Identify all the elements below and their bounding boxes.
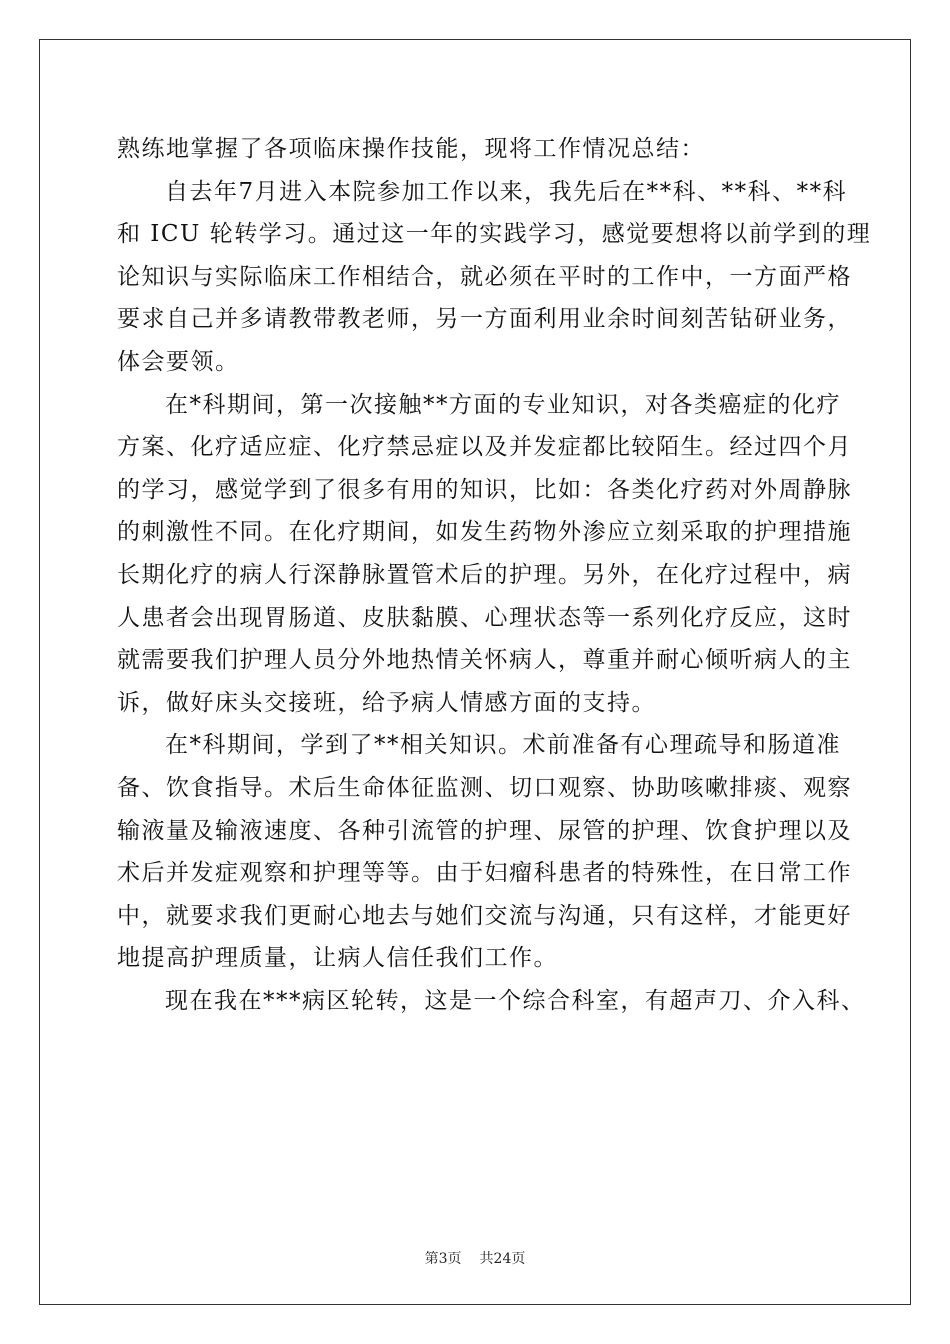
text-line: 诉，做好床头交接班，给予病人情感方面的支持。 (117, 689, 656, 716)
page-footer (0, 1248, 950, 1268)
text-line: 自去年7月进入本院参加工作以来，我先后在**科、**科、**科 (165, 178, 848, 205)
document-body (117, 128, 872, 1022)
page-total: 共24页 (479, 1251, 526, 1267)
text-line: 地提高护理质量，让病人信任我们工作。 (117, 945, 558, 972)
text-line: 备、饮食指导。术后生命体征监测、切口观察、协助咳嗽排痰、观察 (117, 774, 852, 801)
text-line: 在*科期间，学到了**相关知识。术前准备有心理疏导和肠道准 (165, 732, 841, 759)
page-number: 第3页 (424, 1251, 462, 1267)
text-line: 体会要领。 (117, 348, 240, 375)
text-line: 术后并发症观察和护理等等。由于妇瘤科患者的特殊性，在日常工作 (117, 860, 852, 887)
text-line: 输液量及输液速度、各种引流管的护理、尿管的护理、饮食护理以及 (117, 817, 852, 844)
text-line: 的学习，感觉学到了很多有用的知识，比如：各类化疗药对外周静脉 (117, 476, 852, 503)
text-line: 人患者会出现胃肠道、皮肤黏膜、心理状态等一系列化疗反应，这时 (117, 604, 852, 631)
text-line: 论知识与实际临床工作相结合，就必须在平时的工作中，一方面严格 (117, 263, 852, 290)
text-line: 长期化疗的病人行深静脉置管术后的护理。另外，在化疗过程中，病 (117, 561, 852, 588)
text-line: 在*科期间，第一次接触**方面的专业知识，对各类癌症的化疗 (165, 391, 841, 418)
text-line: 现在我在***病区轮转，这是一个综合科室，有超声刀、介入科、 (165, 987, 866, 1014)
text-line: 和 ICU 轮转学习。通过这一年的实践学习，感觉要想将以前学到的理 (117, 221, 872, 248)
text-line: 熟练地掌握了各项临床操作技能，现将工作情况总结： (117, 136, 705, 162)
text-line: 方案、化疗适应症、化疗禁忌症以及并发症都比较陌生。经过四个月 (117, 434, 852, 461)
text-line: 中，就要求我们更耐心地去与她们交流与沟通，只有这样，才能更好 (117, 902, 852, 929)
text-line: 要求自己并多请教带教老师，另一方面利用业余时间刻苦钻研业务， (117, 306, 852, 333)
text-line: 的刺激性不同。在化疗期间，如发生药物外渗应立刻采取的护理措施 (117, 519, 852, 546)
text-line: 就需要我们护理人员分外地热情关怀病人，尊重并耐心倾听病人的主 (117, 647, 852, 674)
